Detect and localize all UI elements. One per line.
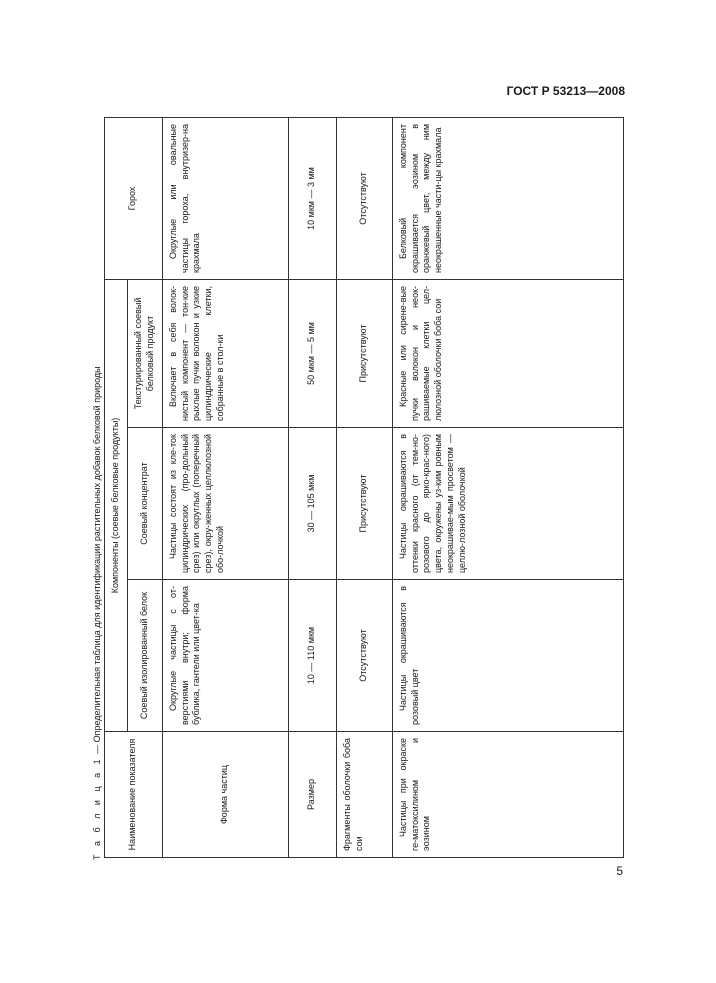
header-soy-concentrate: Соевый концентрат bbox=[127, 428, 162, 580]
cell-soy-isolate: 10 — 110 мкм bbox=[288, 580, 336, 732]
cell-peas: Округлые или овальные частицы гороха, внутризер-на крахмала bbox=[162, 117, 288, 279]
cell-soy-textured: 50 мкм — 5 мм bbox=[288, 279, 336, 427]
table-caption-prefix: Т а б л и ц а 1 bbox=[92, 756, 102, 860]
page-number: 5 bbox=[616, 864, 623, 878]
cell-soy-concentrate: Частицы состоят из кле-ток цилиндрических (про-дольный срез) или округлых (поперечный срез), окру-женных целлюлозной обо-лочкой bbox=[162, 428, 288, 580]
header-peas: Горох bbox=[105, 117, 163, 279]
identification-table bbox=[104, 117, 624, 858]
table-row bbox=[392, 117, 623, 857]
cell-soy-concentrate: Присутствуют bbox=[336, 428, 392, 580]
row-name: Фрагменты оболочки боба сои bbox=[336, 732, 392, 858]
cell-peas: 10 мкм — 3 мм bbox=[288, 117, 336, 279]
rotated-table-wrapper bbox=[104, 118, 624, 858]
table-row bbox=[336, 117, 392, 857]
cell-soy-isolate: Отсутствуют bbox=[336, 580, 392, 732]
cell-soy-textured: Включает в себя волок-нистый компонент — тон-кие рыхлые пучки волокон и узкие цилиндрические клетки, собранные в стол-ки bbox=[162, 279, 288, 427]
header-soy-textured: Текстурированный соевый белковый продукт bbox=[127, 279, 162, 427]
row-name: Частицы при окраске ге-матоксилином и эозином bbox=[392, 732, 623, 858]
cell-peas: Отсутствуют bbox=[336, 117, 392, 279]
table-row bbox=[162, 117, 288, 857]
row-name: Размер bbox=[288, 732, 336, 858]
header-components: Компоненты (соевые белковые продукты) bbox=[105, 279, 128, 731]
cell-soy-concentrate: 30 — 105 мкм bbox=[288, 428, 336, 580]
standard-number: ГОСТ Р 53213—2008 bbox=[506, 84, 625, 98]
cell-soy-isolate: Частицы окрашиваются в розовый цвет bbox=[392, 580, 623, 732]
cell-soy-textured: Присутствуют bbox=[336, 279, 392, 427]
cell-peas: Белковый компонент окрашивается эозином в оранжевый цвет, между ним неокрашенные части-цы крахмала bbox=[392, 117, 623, 279]
row-name: Форма частиц bbox=[162, 732, 288, 858]
table-caption-text: — Определительная таблица для идентификации растительных добавок белковой природы bbox=[92, 366, 102, 757]
header-soy-isolate: Соевый изолированный белок bbox=[127, 580, 162, 732]
cell-soy-textured: Красные или сирене-вые пучки волокон и неок-рашиваемые клетки цел-люлозной оболочки боба сои bbox=[392, 279, 623, 427]
table-row bbox=[288, 117, 336, 857]
header-name: Наименование показателя bbox=[105, 732, 163, 858]
cell-soy-concentrate: Частицы окрашиваются в оттенки красного (от тем-но-розового до ярко-крас-ного) цвета, окружены уз-ким ровным неокрашивае-мым просветом — целлю-лозной оболочкой bbox=[392, 428, 623, 580]
cell-soy-isolate: Округлые частицы с от-верстиями внутри; форма бублика, гантели или цвет-ка bbox=[162, 580, 288, 732]
